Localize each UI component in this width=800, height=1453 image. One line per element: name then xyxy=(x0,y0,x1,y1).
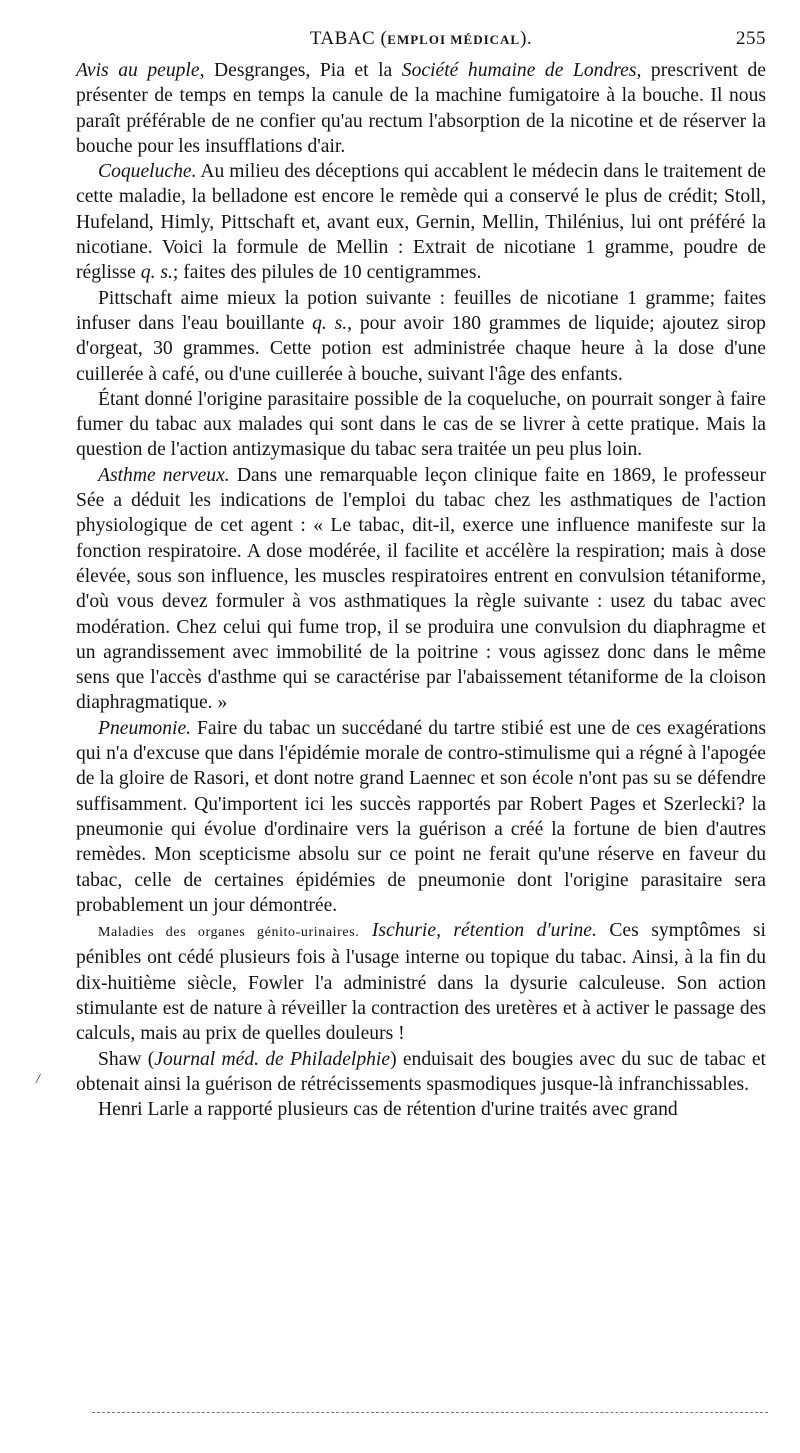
paragraph-text: Faire du tabac un succédané du tartre stibié est une de ces exagérations qui n'a d'excuse que dans l'épidémie morale de contro-stimulisme qui a régné à l'apogée de la gloire de Rasori, et dont notre grand Laennec et son école n'ont pas su se défendre suffisamment. Qu'importent ici les succès rapportés par Robert Pages et Szerlecki? la pneumonie qui évolue d'ordinaire vers la guérison a créé la fortune de bien d'autres remèdes. Mon scepticisme absolu sur ce point ne ferait qu'une réserve en faveur du tabac, celle de certaines épidémies de pneumonie dont l'origine parasitaire sera probablement un jour démontrée. xyxy=(76,717,766,916)
italic-journal-title: Journal méd. de Philadelphie xyxy=(154,1048,391,1070)
paragraph-pneumonie xyxy=(76,716,766,918)
paragraph-text: Henri Larle a rapporté plusieurs cas de rétention d'urine traités avec grand xyxy=(98,1099,678,1121)
section-heading-pneumonie: Pneumonie. xyxy=(98,717,192,739)
section-heading-genito-urinaires: Maladies des organes génito-urinaires. xyxy=(98,925,360,941)
paragraph-text: , pour avoir 180 grammes de liquide; ajoutez sirop d'orgeat, 30 grammes. Cette potion est administrée chaque heure à la dose d'une cuillerée à café, ou d'une cuillerée à bouche, suivant l'âge des enfants. xyxy=(76,312,766,385)
paragraph-origine-parasitaire xyxy=(76,387,766,463)
paragraph-text: Ces symptômes si pénibles ont cédé plusieurs fois à l'usage interne ou topique du tabac. Ainsi, à la fin du dix-huitième siècle, Fowler l'a administré dans la dysurie calculeuse. Son action stimulante est de nature à réveiller la contraction des uretères et à activer le passage des calculs, mais au prix de quelles douleurs ! xyxy=(76,920,767,1045)
running-title xyxy=(76,28,766,50)
section-heading-coqueluche: Coqueluche. xyxy=(98,161,197,183)
page-number: 255 xyxy=(736,28,766,49)
running-head xyxy=(76,28,766,56)
paragraph-text: Au milieu des déceptions qui accablent le médecin dans le traitement de cette maladie, la belladone est encore le remède qui a conservé le plus de crédit; Stoll, Hufeland, Himly, Pittschaft et, avant eux, Gernin, Mellin, Thilénius, lui ont préféré la nicotiane. Voici la formule de Mellin : Extrait de nicotiane 1 gramme, poudre de réglisse xyxy=(76,161,766,284)
paragraph-shaw xyxy=(76,1047,766,1098)
section-heading-asthme: Asthme nerveux. xyxy=(98,464,230,486)
paragraph-text: ; faites des pilules de 10 centigrammes. xyxy=(172,262,482,284)
running-title-subtitle: EMPLOI MÉDICAL xyxy=(387,32,521,47)
italic-quantity: q. s. xyxy=(312,312,348,334)
italic-quantity: q. s. xyxy=(140,262,173,284)
paragraph-text: , prescrivent de présenter de temps en temps la canule de la machine fumigatoire à la bouche. Il nous paraît préférable de ne confier qu'au rectum l'absorption de la nicotine et de réserver la bouche pour les insufflations d'air. xyxy=(76,60,767,157)
paragraph-maladies-genito-urinaires xyxy=(76,918,766,1046)
paragraph-text: Shaw ( xyxy=(98,1048,155,1070)
paragraph-avis-au-peuple xyxy=(76,58,766,159)
paragraph-coqueluche xyxy=(76,159,766,285)
footer-dotted-rule xyxy=(92,1412,768,1413)
paragraph-henri-larle xyxy=(76,1097,766,1122)
subheading-ischurie: Ischurie, rétention d'urine. xyxy=(359,920,597,942)
paragraph-text: Étant donné l'origine parasitaire possible de la coqueluche, on pourrait songer à faire fumer du tabac aux malades qui sont dans le cas de se livrer à cette pratique. Mais la question de l'action antizymasique du tabac sera traitée un peu plus loin. xyxy=(76,388,766,461)
paragraph-text: Pittschaft aime mieux la potion suivante : feuilles de nicotiane 1 gramme; faites infuser dans l'eau bouillante xyxy=(76,287,766,334)
paragraph-pittschaft xyxy=(76,286,766,387)
running-title-end: ). xyxy=(520,28,533,49)
paragraph-text: , Desgranges, Pia et la xyxy=(199,60,402,81)
body-text xyxy=(76,58,766,1122)
margin-mark: / xyxy=(36,1072,40,1087)
running-title-main: TABAC ( xyxy=(309,28,388,49)
italic-society-name: Société humaine de Londres xyxy=(401,60,637,81)
italic-source-title: Avis au peuple xyxy=(76,60,200,81)
paragraph-text: ) enduisait des bougies avec du suc de tabac et obtenait ainsi la guérison de rétrécissements spasmodiques jusque-là infranchissables. xyxy=(76,1048,766,1095)
paragraph-asthme-nerveux xyxy=(76,463,766,716)
paragraph-text: Dans une remarquable leçon clinique faite en 1869, le professeur Sée a déduit les indications de l'emploi du tabac chez les asthmatiques de l'action physiologique de cet agent : « Le tabac, dit-il, exerce une influence manifeste sur la fonction respiratoire. A dose modérée, il facilite et accélère la respiration; mais à dose élevée, sous son influence, les muscles respiratoires entrent en convulsion tétaniforme, d'où vous devez formuler à vos asthmatiques la règle suivante : usez du tabac avec modération. Chez celui qui fume trop, il se produira une convulsion du diaphragme et un agrandissement avec immobilité de la poitrine : vous agissez donc dans le même sens que l'accès d'asthme qui se caractérise par l'abaissement tétaniforme de la cloison diaphragmatique. » xyxy=(76,464,766,714)
